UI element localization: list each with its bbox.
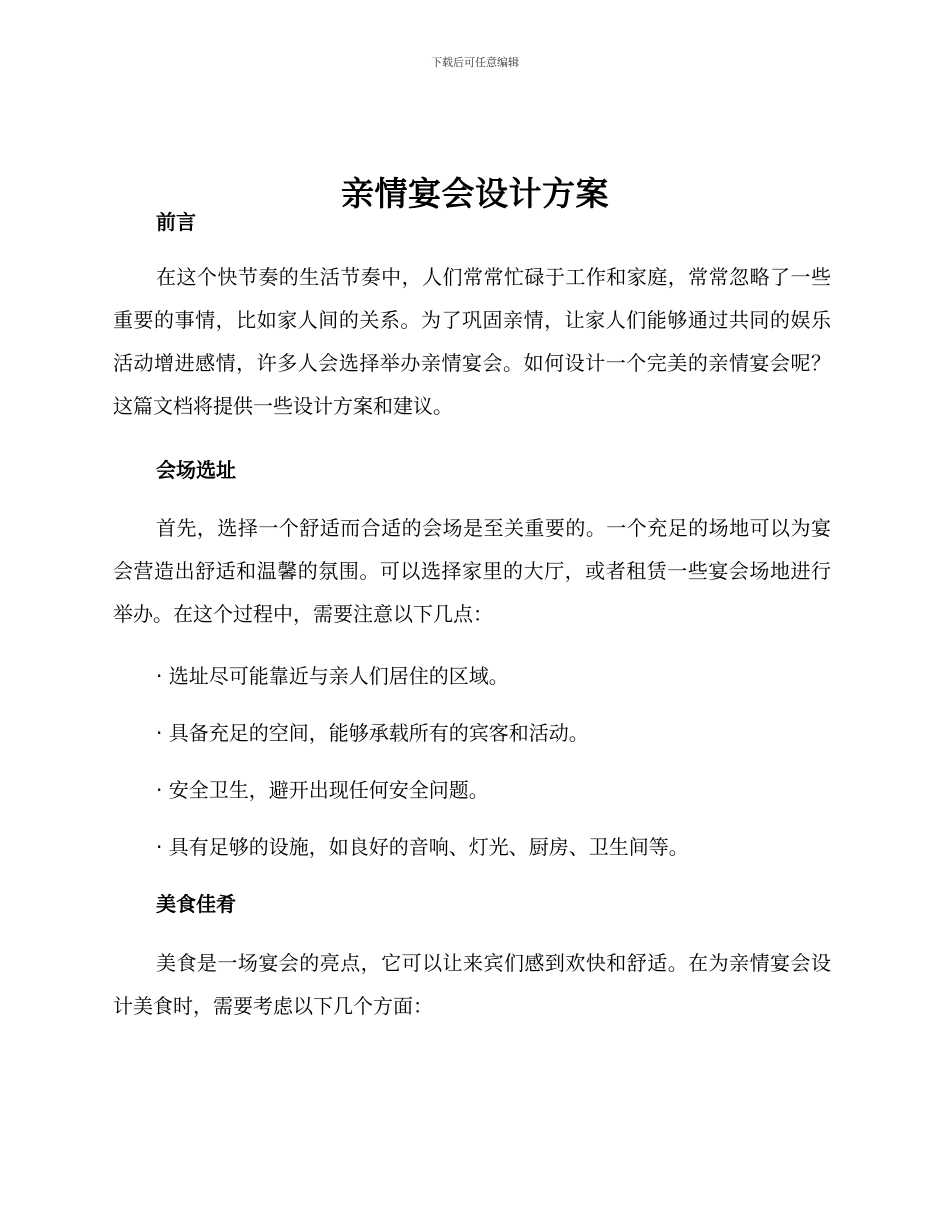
bullet-venue-3: · 安全卫生，避开出现任何安全问题。 [156,778,489,802]
section-heading-food: 美食佳肴 [156,892,236,916]
section-heading-venue: 会场选址 [156,458,236,482]
bullet-venue-4: · 具有足够的设施，如良好的音响、灯光、厨房、卫生间等。 [156,835,689,859]
paragraph-food: 美食是一场宴会的亮点，它可以让来宾们感到欢快和舒适。在为亲情宴会设计美食时，需要考虑以下几个方面： [113,951,831,1018]
section-heading-preface: 前言 [156,210,196,234]
paragraph-preface: 在这个快节奏的生活节奏中，人们常常忙碌于工作和家庭，常常忽略了一些重要的事情，比如家人间的关系。为了巩固亲情，让家人们能够通过共同的娱乐活动增进感情，许多人会选择举办亲情宴会。如何设计一个完美的亲情宴会呢？这篇文档将提供一些设计方案和建议。 [113,265,831,418]
document-title: 亲情宴会设计方案 [341,174,609,214]
bullet-venue-1: · 选址尽可能靠近与亲人们居住的区域。 [156,664,509,688]
header-note: 下载后可任意编辑 [431,56,519,69]
paragraph-venue: 首先，选择一个舒适而合适的会场是至关重要的。一个充足的场地可以为宴会营造出舒适和温馨的氛围。可以选择家里的大厅，或者租赁一些宴会场地进行举办。在这个过程中，需要注意以下几点： [113,516,831,626]
bullet-venue-2: · 具备充足的空间，能够承载所有的宾客和活动。 [156,721,589,745]
